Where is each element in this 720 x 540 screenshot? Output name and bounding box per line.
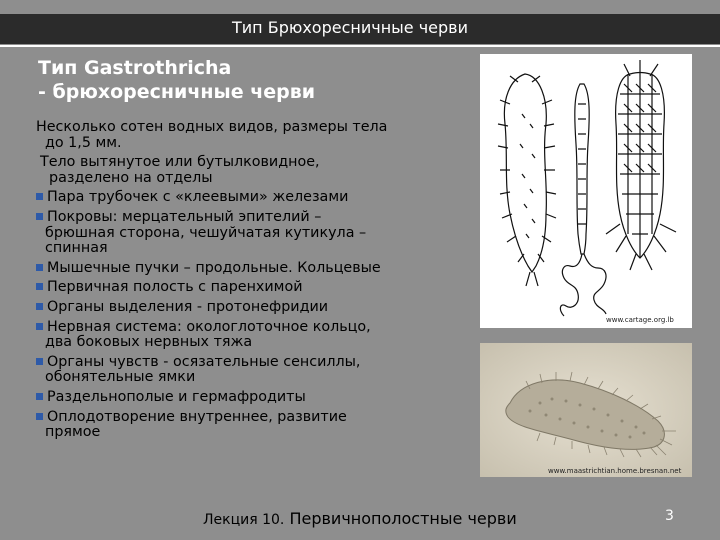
list-item-text: Мышечные пучки – продольные. Кольцевые [47,259,381,276]
bullet-square-icon [36,413,43,420]
bullet-square-icon [36,213,43,220]
header-divider [0,45,720,47]
gastrotrich-micrograph-image [480,343,692,477]
list-item-text: до 1,5 мм. [45,134,122,151]
bullet-square-icon [36,264,43,271]
footer-lecture-title: Первичнополостные черви [289,509,517,528]
list-item-text: Нервная система: окологлоточное кольцо, [47,318,371,335]
header-bar [0,14,720,44]
list-item-text: Органы чувств - осязательные сенсиллы, [47,353,361,370]
bullet-square-icon [36,393,43,400]
list-item-text: Органы выделения - протонефридии [47,298,329,315]
list-item-text: спинная [45,240,108,257]
gastrotrich-drawing-svg [480,54,692,328]
list-item [36,120,456,151]
slide-title-line2: - брюхоресничные черви [38,81,316,103]
list-item-text: разделено на отделы [49,169,213,186]
footer-lecture-label: Лекция 10. [203,512,285,528]
bullet-square-icon [36,283,43,290]
list-item-text: Несколько сотен водных видов, размеры тела [36,119,388,135]
list-item-text: два боковых нервных тяжа [45,334,253,351]
bullet-square-icon [36,323,43,330]
bullet-square-icon [36,358,43,365]
list-item [36,355,456,386]
long-worm-figure [560,84,606,316]
list-item [36,320,456,351]
image-credit-bottom: www.maastrichtian.home.bresnan.net [548,467,682,475]
page-number: 3 [665,508,674,524]
list-item [36,390,456,406]
bullet-square-icon [36,193,43,200]
list-item-text: Покровы: мерцательный эпителий – [47,208,322,225]
list-item-text: Раздельнополые и гермафродиты [47,388,306,405]
list-item-text: обонятельные ямки [45,369,196,386]
scaly-worm-figure [606,60,676,270]
list-item-text: брюшная сторона, чешуйчатая кутикула – [45,224,367,241]
image-credit-top: www.cartage.org.lb [606,316,674,324]
list-item-text: Пара трубочек с «клеевыми» железами [47,189,349,206]
slide-title-line1: Тип Gastrothricha [38,57,232,79]
list-item [36,300,456,316]
slide-title [38,56,458,104]
list-item [36,261,456,277]
content-list [36,120,456,445]
list-item-text: Тело вытянутое или бутылковидное, [40,154,320,171]
list-item-text: прямое [45,424,101,441]
footer-lecture [203,509,517,528]
list-item [36,210,456,257]
header-title: Тип Брюхоресничные черви [232,18,468,37]
list-item-text: Оплодотворение внутреннее, развитие [47,408,347,425]
spiny-worm-figure [498,74,556,286]
bullet-square-icon [36,303,43,310]
list-item [36,410,456,441]
gastrotrich-drawing-image [480,54,692,328]
list-item-text: Первичная полость с паренхимой [47,279,303,296]
gastrotrich-micrograph-svg [480,343,692,477]
list-item [36,280,456,296]
list-item [36,155,456,186]
list-item [36,190,456,206]
